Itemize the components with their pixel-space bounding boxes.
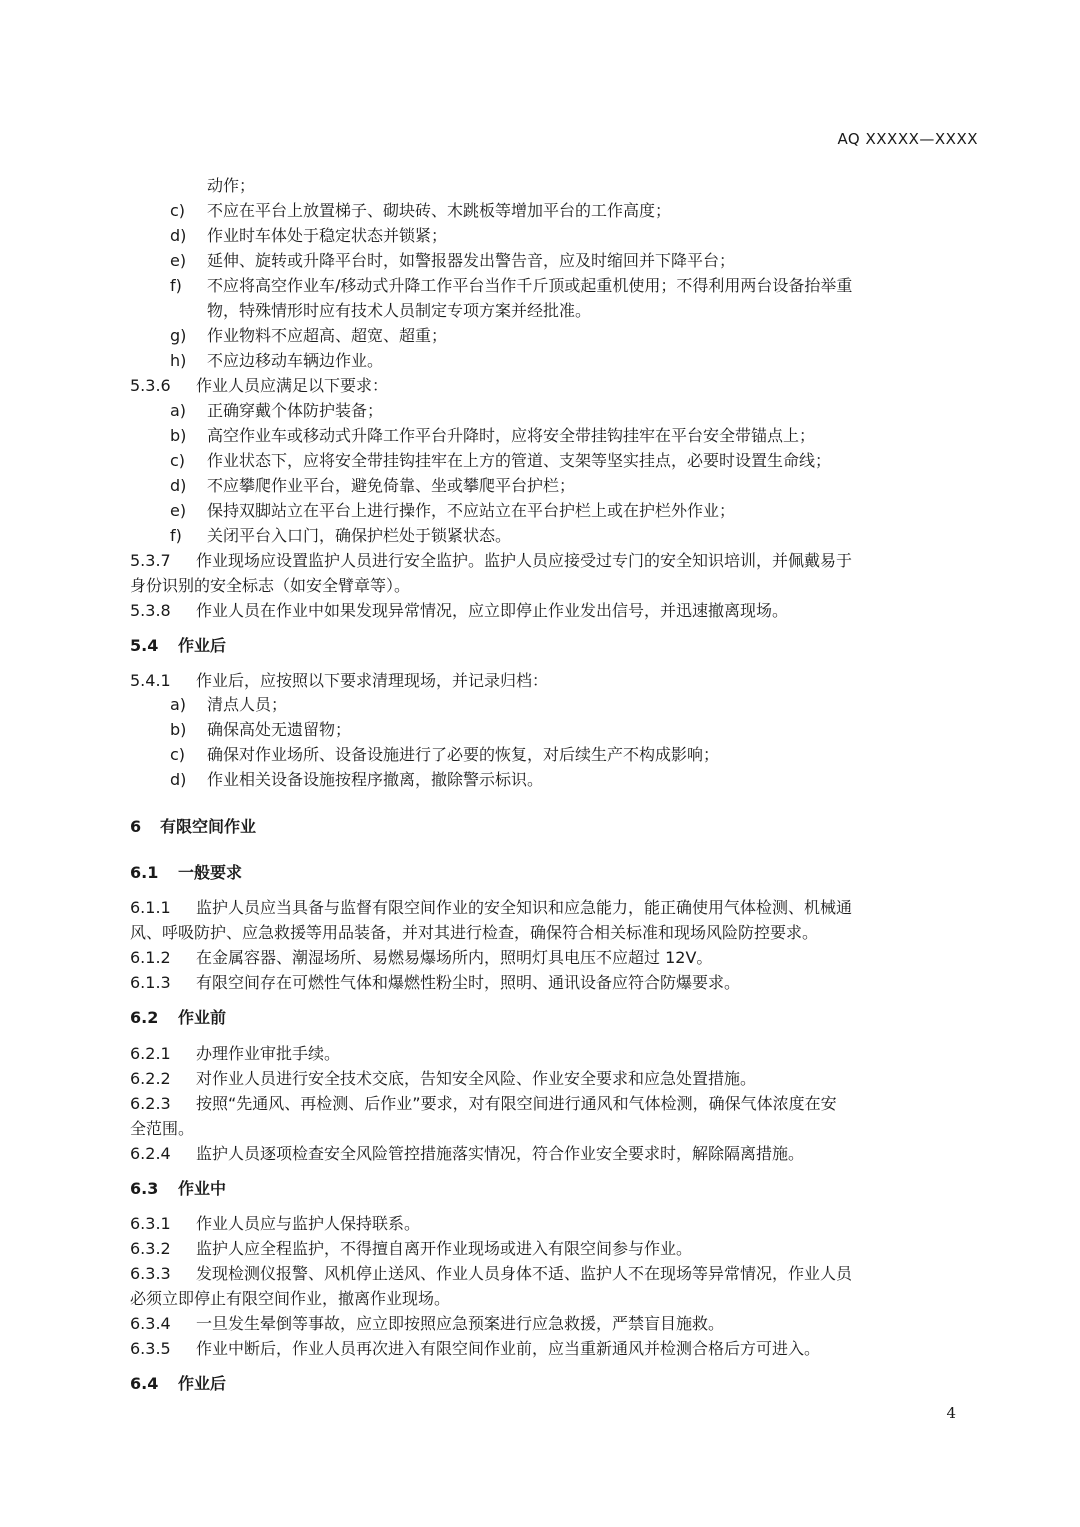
standard-code: AQ XXXXX—XXXX [837, 130, 978, 148]
clause-text: 不应在平台上放置梯子、砌块砖、木跳板等增加平台的工作高度； [207, 201, 672, 220]
clause-text: 作业现场应设置监护人员进行安全监护。监护人员应接受过专门的安全知识培训，并佩戴易于 [196, 551, 853, 570]
clause-text: 风、呼吸防护、应急救援等用品装备，并对其进行检查，确保符合相关标准和现场风险防控要求。 [130, 923, 819, 942]
clause-number: f) [170, 276, 182, 295]
clause-text: 有限空间作业 [160, 817, 257, 836]
clause-text: 作业中 [178, 1179, 227, 1198]
clause-text: 作业后，应按照以下要求清理现场，并记录归档： [196, 671, 549, 690]
clause-text: 作业状态下，应将安全带挂钩挂牢在上方的管道、支架等坚实挂点，必要时设置生命线； [207, 451, 832, 470]
clause-text: 监护人应全程监护，不得擅自离开作业现场或进入有限空间参与作业。 [196, 1239, 693, 1258]
clause-number: b) [170, 720, 187, 739]
clause-text: 对作业人员进行安全技术交底，告知安全风险、作业安全要求和应急处置措施。 [196, 1069, 757, 1088]
clause-number: 6.2.1 [130, 1044, 171, 1063]
clause-text: 动作； [207, 176, 256, 195]
clause-number: 6.2.2 [130, 1069, 171, 1088]
clause-text: 监护人员逐项检查安全风险管控措施落实情况，符合作业安全要求时，解除隔离措施。 [196, 1144, 805, 1163]
clause-number: a) [170, 401, 187, 420]
clause-number: 6.3.2 [130, 1239, 171, 1258]
clause-text: 清点人员； [207, 695, 288, 714]
clause-number: b) [170, 426, 187, 445]
clause-number: 5.3.8 [130, 601, 171, 620]
clause-text: 确保高处无遗留物； [207, 720, 352, 739]
clause-number: 6 [130, 817, 142, 836]
clause-text: 正确穿戴个体防护装备； [207, 401, 384, 420]
clause-number: h) [170, 351, 187, 370]
clause-text: 监护人员应当具备与监督有限空间作业的安全知识和应急能力，能正确使用气体检测、机械通 [196, 898, 853, 917]
clause-text: 物，特殊情形时应有技术人员制定专项方案并经批准。 [207, 301, 592, 320]
clause-number: 6.4 [130, 1374, 159, 1393]
clause-text: 发现检测仪报警、风机停止送风、作业人员身体不适、监护人不在现场等异常情况，作业人员 [196, 1264, 853, 1283]
clause-text: 作业中断后，作业人员再次进入有限空间作业前，应当重新通风并检测合格后方可进入。 [196, 1339, 821, 1358]
clause-text: 必须立即停止有限空间作业，撤离作业现场。 [130, 1289, 451, 1308]
clause-text: 全范围。 [130, 1119, 195, 1138]
clause-text: 按照“先通风、再检测、后作业”要求，对有限空间进行通风和气体检测，确保气体浓度在安 [196, 1094, 837, 1113]
clause-number: 6.1.3 [130, 973, 171, 992]
clause-text: 一旦发生晕倒等事故，应立即按照应急预案进行应急救援，严禁盲目施救。 [196, 1314, 725, 1333]
clause-number: f) [170, 526, 182, 545]
clause-number: 6.3.5 [130, 1339, 171, 1358]
clause-text: 身份识别的安全标志（如安全臂章等）。 [130, 576, 411, 595]
clause-number: 6.1 [130, 863, 159, 882]
clause-number: 6.1.1 [130, 898, 171, 917]
clause-text: 一般要求 [178, 863, 243, 882]
clause-number: e) [170, 251, 187, 270]
clause-text: 办理作业审批手续。 [196, 1044, 341, 1063]
clause-number: 6.3.4 [130, 1314, 171, 1333]
clause-text: 作业人员应与监护人保持联系。 [196, 1214, 421, 1233]
clause-number: 5.4 [130, 636, 159, 655]
clause-text: 作业相关设备设施按程序撤离，撤除警示标识。 [207, 770, 544, 789]
clause-number: 6.1.2 [130, 948, 171, 967]
clause-text: 作业后 [178, 636, 227, 655]
clause-text: 作业时车体处于稳定状态并锁紧； [207, 226, 448, 245]
clause-number: 6.3.1 [130, 1214, 171, 1233]
clause-number: c) [170, 201, 186, 220]
clause-text: 关闭平台入口门，确保护栏处于锁紧状态。 [207, 526, 512, 545]
clause-text: 确保对作业场所、设备设施进行了必要的恢复，对后续生产不构成影响； [207, 745, 720, 764]
clause-text: 延伸、旋转或升降平台时，如警报器发出警告音，应及时缩回并下降平台； [207, 251, 736, 270]
clause-number: 6.2 [130, 1008, 159, 1027]
clause-number: d) [170, 476, 187, 495]
clause-text: 不应边移动车辆边作业。 [207, 351, 384, 370]
clause-number: g) [170, 326, 187, 345]
clause-number: 5.3.6 [130, 376, 171, 395]
clause-text: 高空作业车或移动式升降工作平台升降时，应将安全带挂钩挂牢在平台安全带锚点上； [207, 426, 816, 445]
page-number: 4 [946, 1404, 956, 1422]
clause-text: 不应将高空作业车/移动式升降工作平台当作千斤顶或起重机使用；不得利用两台设备抬举重 [207, 276, 853, 295]
clause-text: 不应攀爬作业平台，避免倚靠、坐或攀爬平台护栏； [207, 476, 576, 495]
clause-number: a) [170, 695, 187, 714]
clause-number: c) [170, 451, 186, 470]
clause-text: 作业人员在作业中如果发现异常情况，应立即停止作业发出信号，并迅速撤离现场。 [196, 601, 789, 620]
clause-number: e) [170, 501, 187, 520]
clause-number: 5.3.7 [130, 551, 171, 570]
clause-number: 5.4.1 [130, 671, 171, 690]
clause-text: 在金属容器、潮湿场所、易燃易爆场所内，照明灯具电压不应超过 12V。 [196, 948, 713, 967]
clause-text: 作业物料不应超高、超宽、超重； [207, 326, 448, 345]
clause-number: d) [170, 226, 187, 245]
clause-text: 作业后 [178, 1374, 227, 1393]
clause-number: 6.3.3 [130, 1264, 171, 1283]
clause-number: 6.2.3 [130, 1094, 171, 1113]
clause-text: 作业前 [178, 1008, 227, 1027]
clause-text: 保持双脚站立在平台上进行操作，不应站立在平台护栏上或在护栏外作业； [207, 501, 736, 520]
clause-number: d) [170, 770, 187, 789]
clause-number: c) [170, 745, 186, 764]
clause-number: 6.2.4 [130, 1144, 171, 1163]
clause-text: 作业人员应满足以下要求： [196, 376, 389, 395]
clause-number: 6.3 [130, 1179, 159, 1198]
clause-text: 有限空间存在可燃性气体和爆燃性粉尘时，照明、通讯设备应符合防爆要求。 [196, 973, 741, 992]
